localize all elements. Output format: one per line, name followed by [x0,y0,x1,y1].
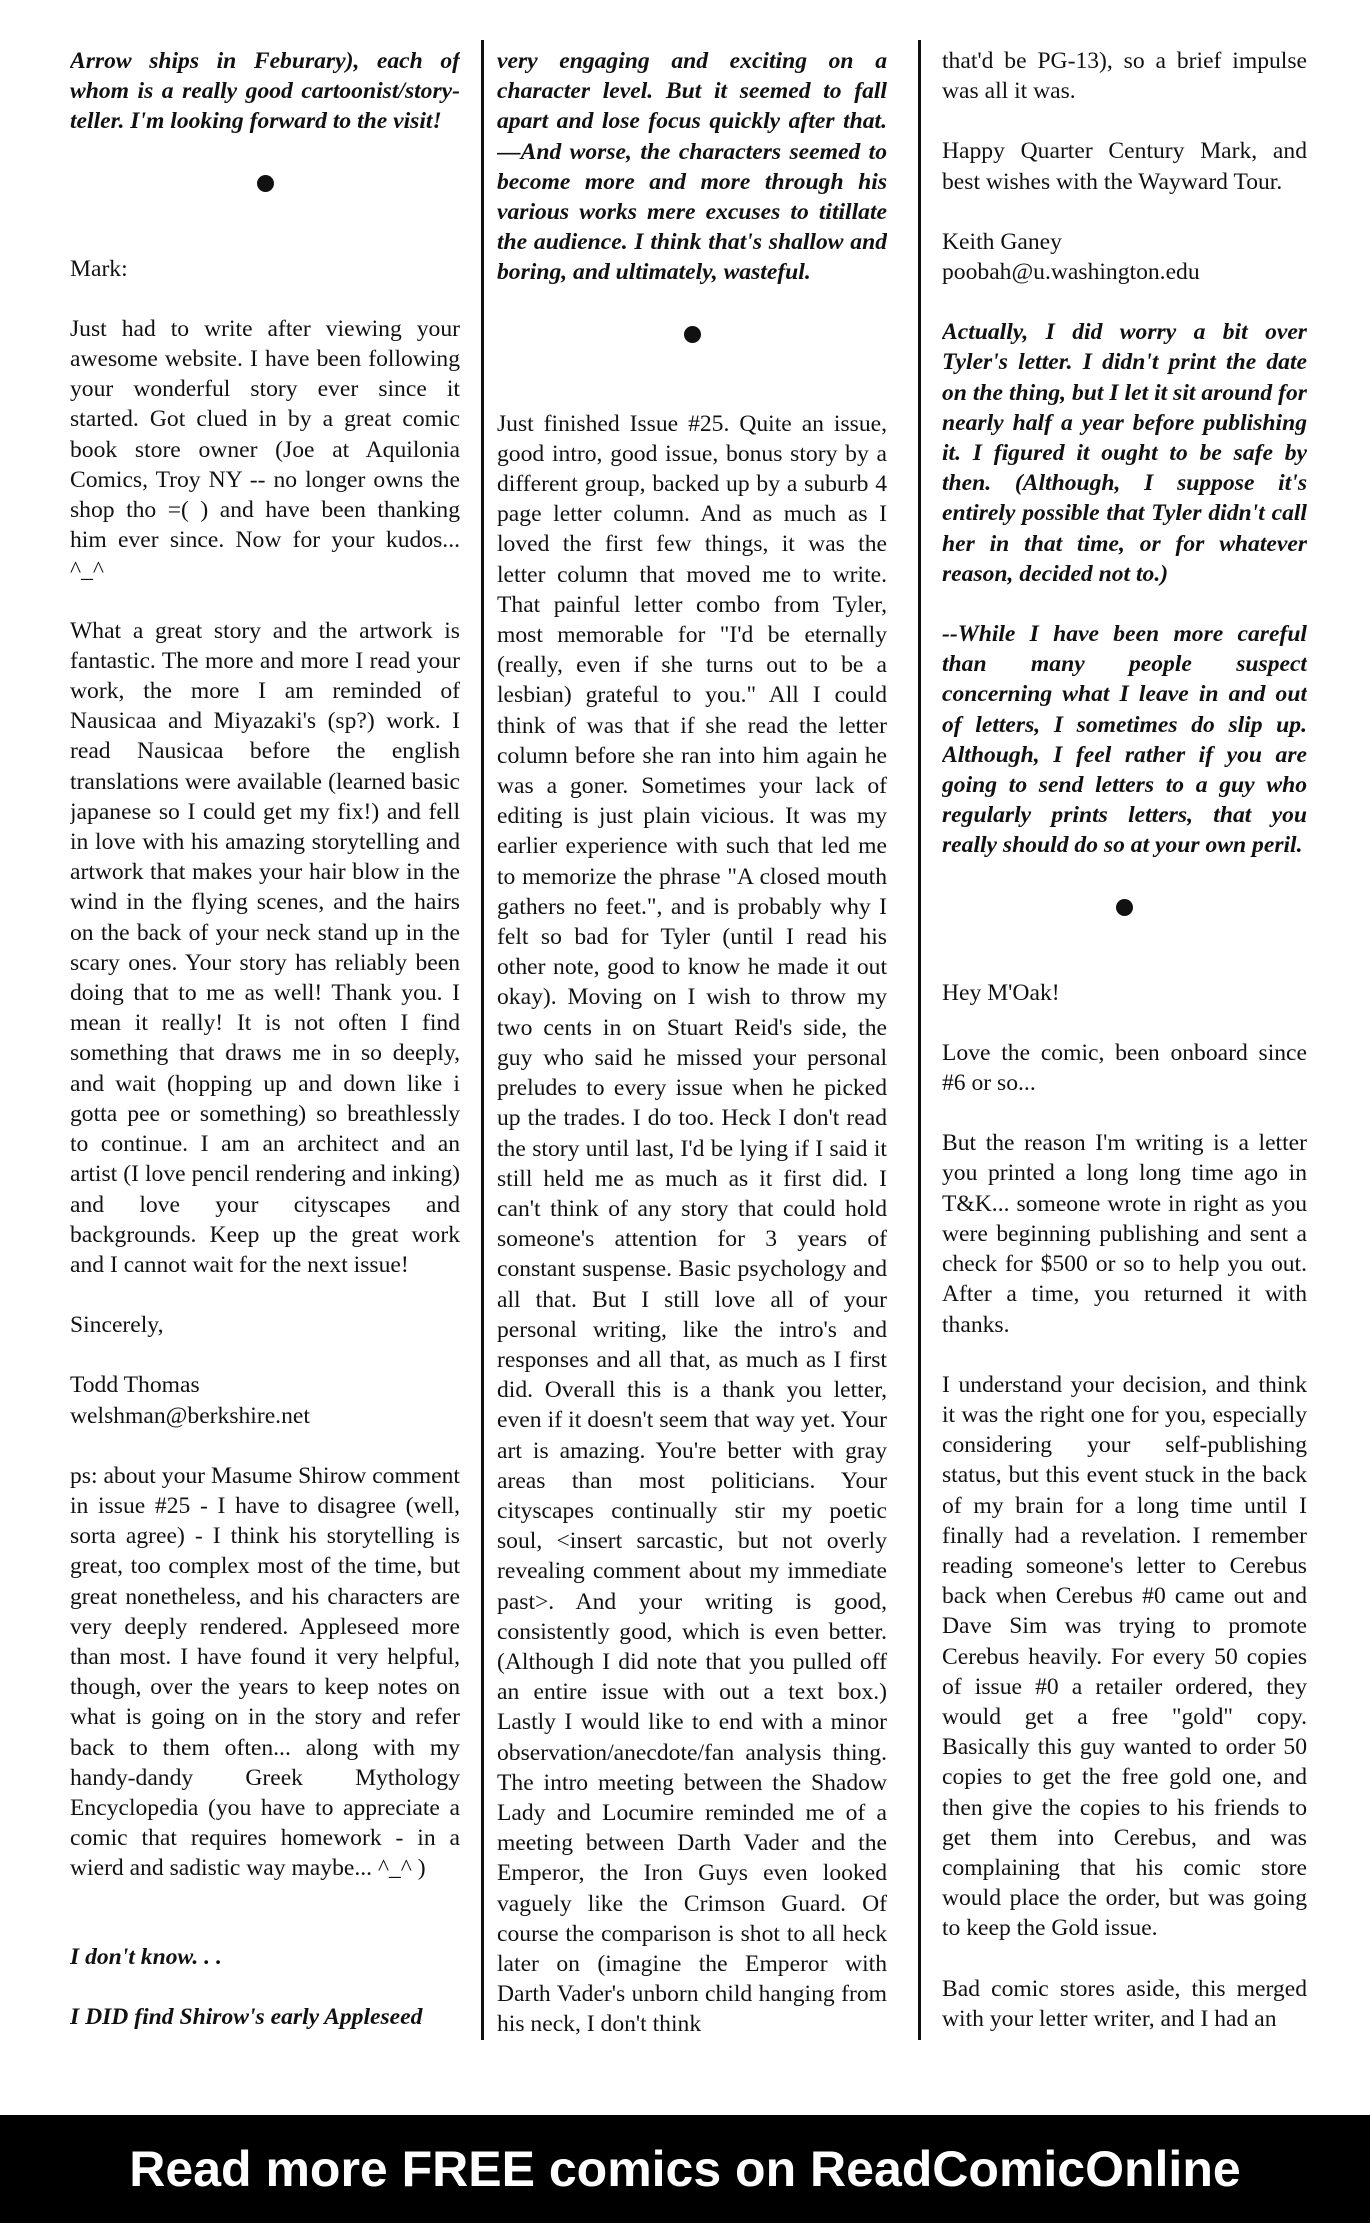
letter-paragraph: Bad comic stores aside, this merged with your letter writer, and I had an [942,1975,1307,2032]
promo-banner[interactable] [0,2115,1370,2223]
signature-name: Keith Ganey [942,228,1062,255]
separator-dot-icon [684,326,701,343]
column-divider [918,40,921,2040]
letter-paragraph: Love the comic, been onboard since #6 or so... [942,1039,1307,1097]
letter-closing: Happy Quarter Century Mark, and best wishes with the Wayward Tour. [942,138,1307,195]
editor-reply: Arrow ships in Feburary), each of whom is a really good cartoonist/story-teller. I'm looking forward to the visit! [70,48,460,135]
signature-email: poobah@u.washington.edu [942,259,1200,286]
separator-dot-icon [257,175,274,192]
editor-reply: Actually, I did worry a bit over Tyler's letter. I didn't print the date on the thing, but I let it sit around for nearly half a year before publishing it. I figured it ought to be safe by then. (Although, I suppose it's entirely possible that Tyler didn't call her in that time, or for whatever reason, decided not to.) [942,319,1307,587]
editor-reply: I DID find Shirow's early Appleseed [70,2003,423,2030]
letter-paragraph: But the reason I'm writing is a letter you printed a long long time ago in T&K... someone wrote in right as you were beginning publishing and sent a check for $500 or so to help you out. After a time, you returned it with thanks. [942,1130,1307,1338]
signature-email: welshman@berkshire.net [70,1402,310,1429]
editor-reply: very engaging and exciting on a character level. But it seemed to fall apart and lose focus quickly after that. —And worse, the characters seemed to become more and more through his various works mere excuses to titillate the audience. I think that's shallow and boring, and ultimately, wasteful. [497,48,887,286]
column-2 [497,46,887,2075]
letter-paragraph: Sincerely, [70,1312,164,1339]
signature-name: Todd Thomas [70,1372,200,1399]
editor-reply: I don't know. . . [70,1943,222,1970]
letter-body: Just finished Issue #25. Quite an issue, good intro, good issue, bonus story by a different group, backed up by a suburb 4 page letter column. And as much as I loved the first few things, it was the letter column that moved me to write. That painful letter combo from Tyler, most memorable for "I'd be eternally (really, even if she turns out to be a lesbian) grateful to you." All I could think of was that if she read the letter column before she ran into him again he was a goner. Sometimes your lack of editing is just plain vicious. It was my earlier experience with such that led me to memorize the phrase "A closed mouth gathers no feet.", and is probably why I felt so bad for Tyler (until I read his other note, good to know he made it out okay). Moving on I wish to throw my two cents in on Stuart Reid's side, the guy who said he missed your personal preludes to every issue when he picked up the trades. I do too. Heck I don't read the story until last, I'd be lying if I said it still held me as much as it first did. I can't think of any story that could hold someone's attention for 3 years of constant suspense. Basic psychology and all that. But I still love all of your personal writing, like the intro's and responses and all that, as much as I first did. Overall this is a thank you letter, even if it doesn't seem that way yet. Your art is amazing. You're better with gray areas than most politicians. Your cityscapes continually stir my poetic soul, <insert sarcastic, but not overly revealing comment about my immediate past>. And your writing is good, consistently good, which is even better. (Although I did note that you pulled off an entire issue with out a text box.) Lastly I would like to end with a minor observation/anecdote/fan analysis thing. The intro meeting between the Shadow Lady and Locumire reminded me of a meeting between Darth Vader and the Emperor, the Iron Guys even looked vaguely like the Crimson Guard. Of course the comparison is shot to all heck later on (imagine the Emperor with Darth Vader's unborn child hanging from his neck, I don't think [497,410,887,2038]
separator-dot-icon [1116,899,1133,916]
promo-banner-text: Read more FREE comics on ReadComicOnline [129,2141,1241,2197]
editor-reply: --While I have been more careful than many people suspect concerning what I leave in and out of letters, I sometimes do slip up. Although, I feel rather if you are going to send letters to a guy who regularly prints letters, that you really should do so at your own peril. [942,621,1307,859]
column-divider [481,40,484,2040]
letter-paragraph: that'd be PG-13), so a brief impulse was all it was. [942,48,1307,105]
letter-paragraph: What a great story and the artwork is fantastic. The more and more I read your work, the more I am reminded of Nausicaa and Miyazaki's (sp?) work. I read Nausicaa before the english translations were available (learned basic japanese so I could get my fix!) and fell in love with his amazing storytelling and artwork that makes your hair blow in the wind in the flying scenes, and the hairs on the back of your neck stand up in the scary ones. Your story has reliably been doing that to me as well! Thank you. I mean it really! It is not often I find something that draws me in so deeply, and wait (hopping up and down like i gotta pee or something) so breathlessly to continue. I am an architect and an artist (I love pencil rendering and inking) and love your cityscapes and backgrounds. Keep up the great work and I cannot wait for the next issue! [70,617,460,1278]
letter-salutation: Mark: [70,255,128,282]
column-3 [942,46,1307,2075]
letter-paragraph: Just had to write after viewing your awesome website. I have been following your wonderful story ever since it started. Got clued in by a great comic book store owner (Joe at Aquilonia Comics, Troy NY -- no longer owns the shop tho =( ) and have been thanking him ever since. Now for your kudos... ^_^ [70,315,460,584]
letter-paragraph: I understand your decision, and think it was the right one for you, especially considering your self-publishing status, but this event stuck in the back of my brain for a long time until I finally had a revelation. I remember reading someone's letter to Cerebus back when Cerebus #0 came out and Dave Sim was trying to promote Cerebus heavily. For every 50 copies of issue #0 a retailer ordered, they would get a free "gold" copy. Basically this guy wanted to order 50 copies to get the free gold one, and then give the copies to his friends to get them into Cerebus, and was complaining that his comic store would place the order, but was going to keep the Gold issue. [942,1371,1307,1942]
letter-salutation: Hey M'Oak! [942,979,1060,1006]
letter-postscript: ps: about your Masume Shirow comment in issue #25 - I have to disagree (well, sorta agree) - I think his storytelling is great, too complex most of the time, but great nonetheless, and his characters are very deeply rendered. Appleseed more than most. I have found it very helpful, though, over the years to keep notes on what is going on in the story and refer back to them often... along with my handy-dandy Greek Mythology Encyclopedia (you have to appreciate a comic that requires homework - in a wierd and sadistic way maybe... ^_^ ) [70,1462,460,1882]
column-1 [70,46,460,2075]
